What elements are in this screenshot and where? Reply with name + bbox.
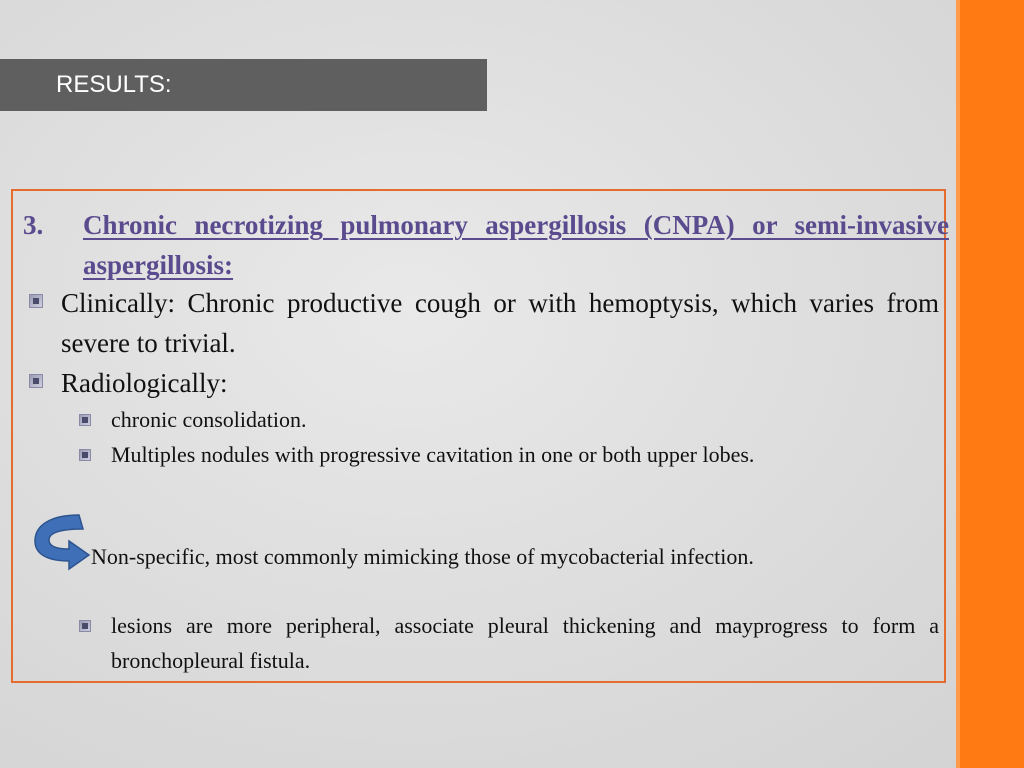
- title-band: [0, 59, 487, 111]
- square-bullet-icon: [79, 449, 91, 461]
- square-bullet-icon: [29, 294, 43, 308]
- sub-bullet-lesions: lesions are more peripheral, associate pleural thickening and mayprogress to form a bronchopleural fistula.: [111, 613, 939, 673]
- sub-bullet-nodules: Multiples nodules with progressive cavitation in one or both upper lobes.: [111, 442, 755, 467]
- sub-bullet-consolidation: chronic consolidation.: [111, 407, 307, 432]
- slide-title: RESULTS:: [56, 71, 172, 98]
- bullet-clinically: Clinically: Chronic productive cough or with hemoptysis, which varies from severe to trivial.: [61, 288, 939, 358]
- orange-accent-bar: [956, 0, 1024, 768]
- heading-number: 3.: [23, 210, 44, 240]
- arrow-paragraph: Non-specific, most commonly mimicking those of mycobacterial infection.: [91, 544, 754, 569]
- square-bullet-icon: [79, 414, 91, 426]
- content-box: [11, 189, 949, 683]
- heading-text: Chronic necrotizing pulmonary aspergillosis (CNPA) or semi-invasive aspergillosis:: [83, 210, 949, 280]
- bullet-radiologically: Radiologically:: [61, 368, 228, 398]
- square-bullet-icon: [29, 374, 43, 388]
- square-bullet-icon: [79, 620, 91, 632]
